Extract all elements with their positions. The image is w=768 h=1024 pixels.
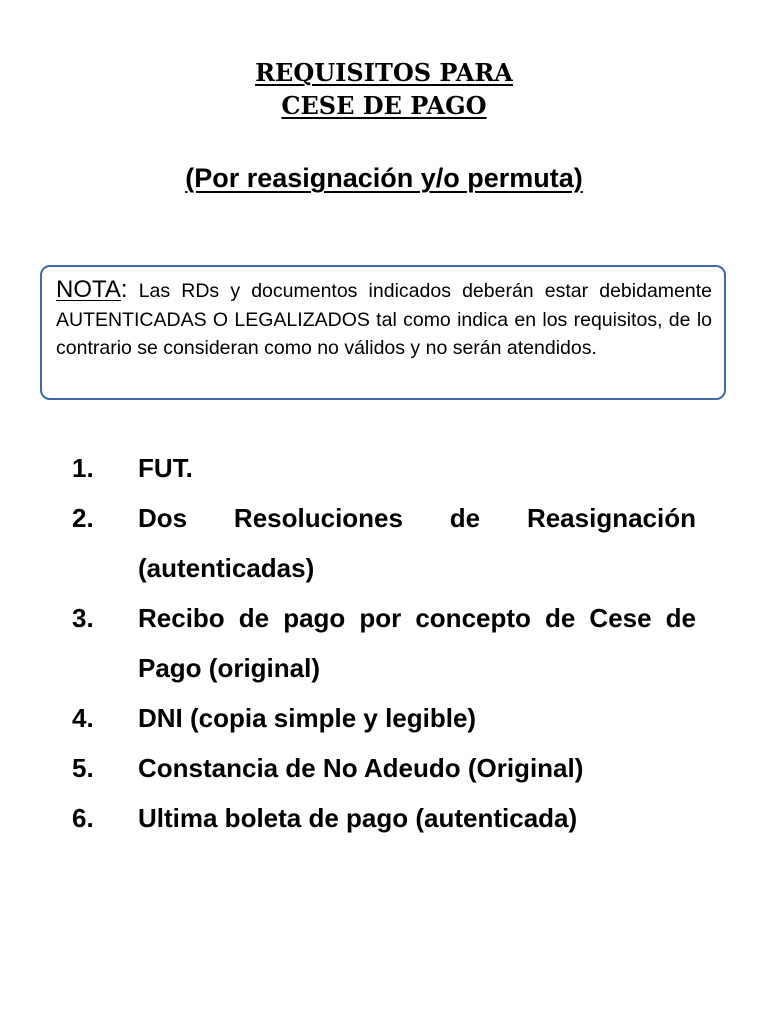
note-label: NOTA xyxy=(56,276,121,303)
note-text: Las RDs y documentos indicados deberán estar debidamente AUTENTICADAS O LEGALIZADOS tal como indica en los requisitos, de lo contrario se consideran como no válidos y no serán atendidos. xyxy=(56,280,712,359)
list-item-number: 4. xyxy=(72,703,94,733)
list-item-number: 2. xyxy=(72,503,94,533)
list-item-number: 6. xyxy=(72,803,94,833)
list-item-text: Dos Resoluciones de Reasignación (autenticadas) xyxy=(138,503,696,583)
list-item-text: FUT. xyxy=(138,453,193,483)
list-item-text: Recibo de pago por concepto de Cese de Pago (original) xyxy=(138,603,696,683)
list-item-text: Ultima boleta de pago (autenticada) xyxy=(138,803,578,833)
list-item-number: 5. xyxy=(72,753,94,783)
list-item-text: DNI (copia simple y legible) xyxy=(138,703,477,733)
list-item-number: 1. xyxy=(72,453,94,483)
list-item xyxy=(72,493,696,593)
note-colon: : xyxy=(120,276,128,303)
note-box xyxy=(40,265,726,400)
title-line-1: REQUISITOS PARA xyxy=(255,58,513,87)
list-item-text: Constancia de No Adeudo (Original) xyxy=(138,753,584,783)
subtitle-text: (Por reasignación y/o permuta) xyxy=(185,163,583,193)
list-item xyxy=(72,743,696,793)
list-item xyxy=(72,793,696,843)
document-subtitle xyxy=(0,160,768,196)
list-item xyxy=(72,593,696,693)
document-title xyxy=(0,56,768,122)
title-line-2: CESE DE PAGO xyxy=(281,91,487,120)
requirements-list xyxy=(72,443,696,843)
list-item xyxy=(72,443,696,493)
list-item xyxy=(72,693,696,743)
list-item-number: 3. xyxy=(72,603,94,633)
